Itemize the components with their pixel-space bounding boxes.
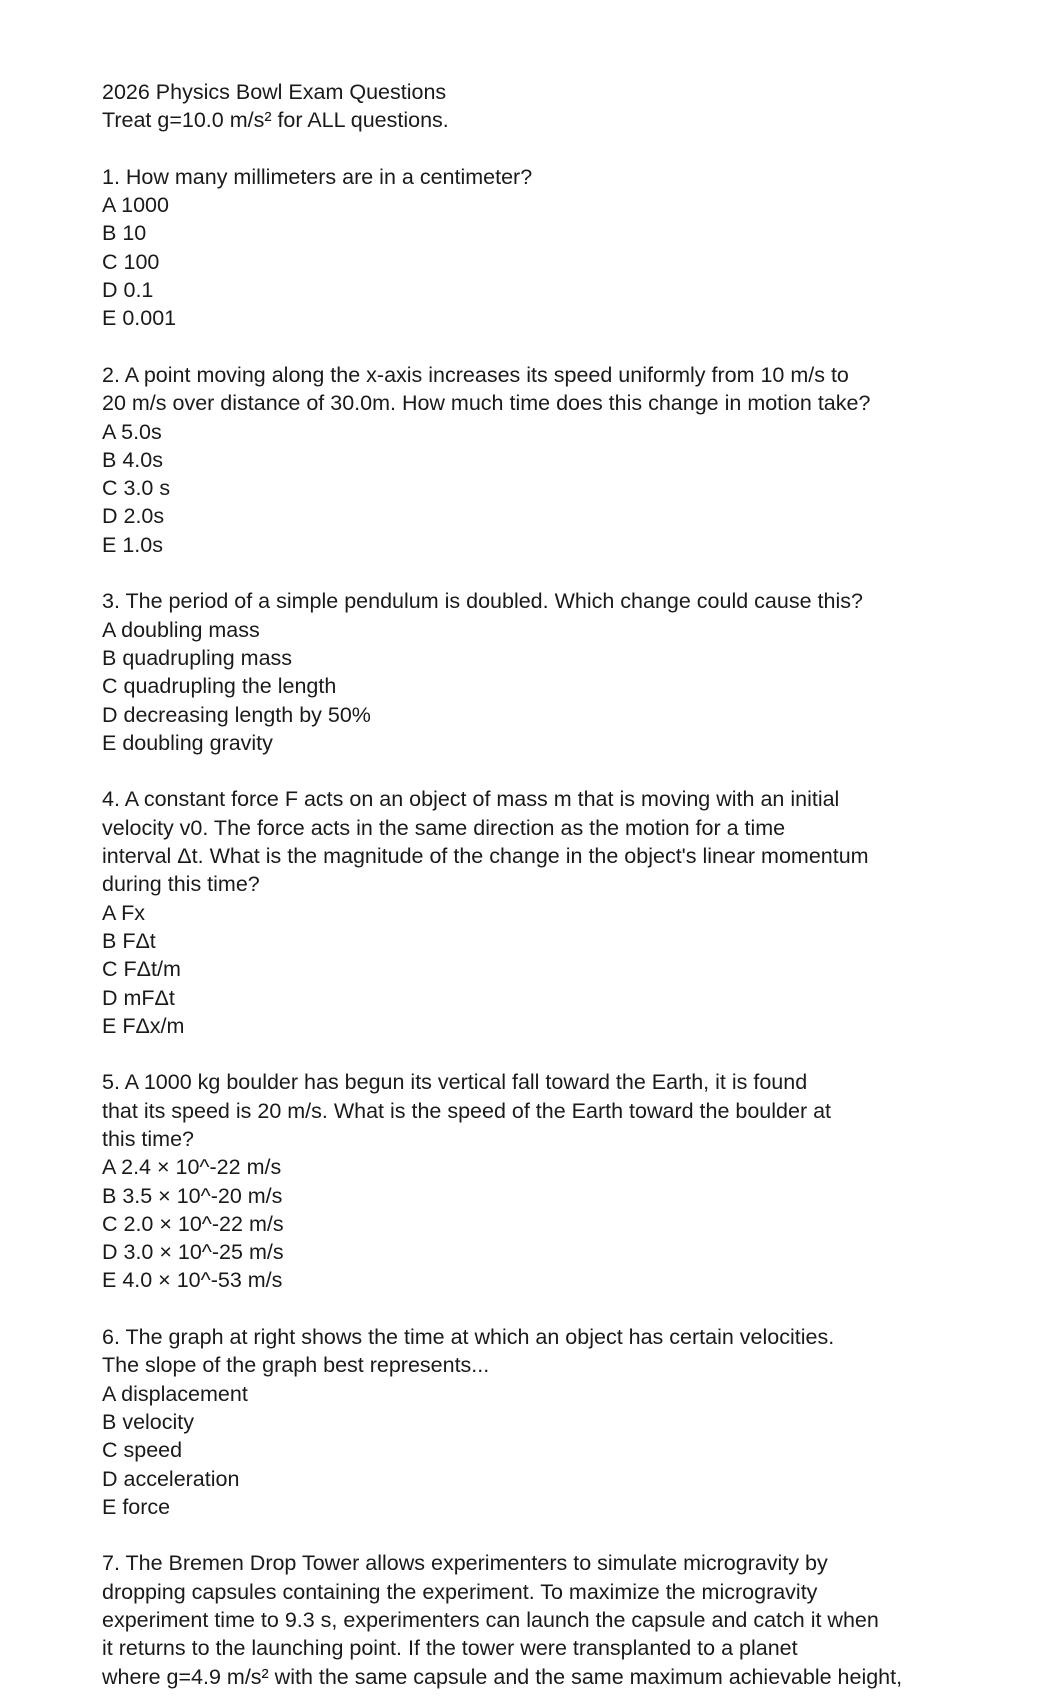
answer-option-b: B velocity: [102, 1409, 195, 1434]
question-4: [102, 785, 1002, 1040]
question-stem-line: 20 m/s over distance of 30.0m. How much time does this change in motion take?: [102, 391, 871, 416]
question-stem-line: experiment time to 9.3 s, experimenters can launch the capsule and catch it when: [102, 1608, 879, 1633]
question-2: [102, 361, 1002, 559]
answer-option-a: A displacement: [102, 1381, 248, 1406]
question-5: [102, 1068, 1002, 1294]
spacer: [102, 757, 1002, 785]
question-stem-line: velocity v0. The force acts in the same direction as the motion for a time: [102, 815, 786, 840]
answer-option-b: B 10: [102, 221, 147, 246]
question-7: [102, 1549, 1002, 1690]
spacer: [102, 1521, 1002, 1549]
answer-option-d: D mFΔt: [102, 985, 175, 1010]
exam-document: [102, 78, 1002, 1691]
answer-option-d: D 0.1: [102, 278, 154, 303]
spacer: [102, 1040, 1002, 1068]
question-stem-line: during this time?: [102, 872, 260, 897]
question-stem-line: 1. How many millimeters are in a centimeter?: [102, 164, 533, 189]
spacer: [102, 135, 1002, 163]
answer-option-c: C speed: [102, 1438, 183, 1463]
answer-option-c: C 3.0 s: [102, 476, 171, 501]
question-stem-line: 7. The Bremen Drop Tower allows experimenters to simulate microgravity by: [102, 1551, 828, 1576]
answer-option-a: A 2.4 × 10^-22 m/s: [102, 1155, 282, 1180]
answer-option-e: E 4.0 × 10^-53 m/s: [102, 1268, 283, 1293]
answer-option-d: D 3.0 × 10^-25 m/s: [102, 1240, 284, 1265]
question-stem-line: 4. A constant force F acts on an object of mass m that is moving with an initial: [102, 787, 840, 812]
answer-option-a: A doubling mass: [102, 617, 260, 642]
question-stem-line: that its speed is 20 m/s. What is the speed of the Earth toward the boulder at: [102, 1098, 832, 1123]
question-stem-line: 6. The graph at right shows the time at which an object has certain velocities.: [102, 1325, 835, 1350]
question-stem-line: interval Δt. What is the magnitude of the change in the object's linear momentum: [102, 844, 869, 869]
answer-option-a: A 1000: [102, 193, 169, 218]
question-stem-line: 5. A 1000 kg boulder has begun its vertical fall toward the Earth, it is found: [102, 1070, 808, 1095]
answer-option-d: D acceleration: [102, 1466, 240, 1491]
spacer: [102, 333, 1002, 361]
answer-option-b: B FΔt: [102, 928, 156, 953]
gravity-instruction: Treat g=10.0 m/s² for ALL questions.: [102, 108, 449, 133]
answer-option-b: B 4.0s: [102, 447, 163, 472]
answer-option-a: A 5.0s: [102, 419, 162, 444]
answer-option-e: E doubling gravity: [102, 730, 273, 755]
answer-option-c: C 100: [102, 249, 160, 274]
question-stem-line: 3. The period of a simple pendulum is doubled. Which change could cause this?: [102, 589, 863, 614]
question-stem-line: this time?: [102, 1126, 195, 1151]
question-stem-line: it returns to the launching point. If the tower were transplanted to a planet: [102, 1636, 798, 1661]
answer-option-c: C quadrupling the length: [102, 674, 337, 699]
question-6: [102, 1323, 1002, 1521]
answer-option-a: A Fx: [102, 900, 146, 925]
question-stem-line: dropping capsules containing the experiment. To maximize the microgravity: [102, 1579, 818, 1604]
answer-option-d: D 2.0s: [102, 504, 165, 529]
question-stem-line: The slope of the graph best represents...: [102, 1353, 490, 1378]
spacer: [102, 1295, 1002, 1323]
answer-option-b: B quadrupling mass: [102, 645, 293, 670]
document-title: 2026 Physics Bowl Exam Questions: [102, 80, 447, 104]
question-stem-line: 2. A point moving along the x-axis increases its speed uniformly from 10 m/s to: [102, 362, 849, 387]
answer-option-c: C FΔt/m: [102, 957, 181, 982]
answer-option-d: D decreasing length by 50%: [102, 702, 371, 727]
answer-option-e: E force: [102, 1494, 171, 1519]
spacer: [102, 559, 1002, 587]
answer-option-e: E FΔx/m: [102, 1013, 185, 1038]
question-1: [102, 163, 1002, 333]
answer-option-c: C 2.0 × 10^-22 m/s: [102, 1211, 284, 1236]
answer-option-e: E 0.001: [102, 306, 177, 331]
answer-option-b: B 3.5 × 10^-20 m/s: [102, 1183, 283, 1208]
question-3: [102, 587, 1002, 757]
answer-option-e: E 1.0s: [102, 532, 163, 557]
question-stem-line: where g=4.9 m/s² with the same capsule and the same maximum achievable height,: [102, 1664, 903, 1689]
